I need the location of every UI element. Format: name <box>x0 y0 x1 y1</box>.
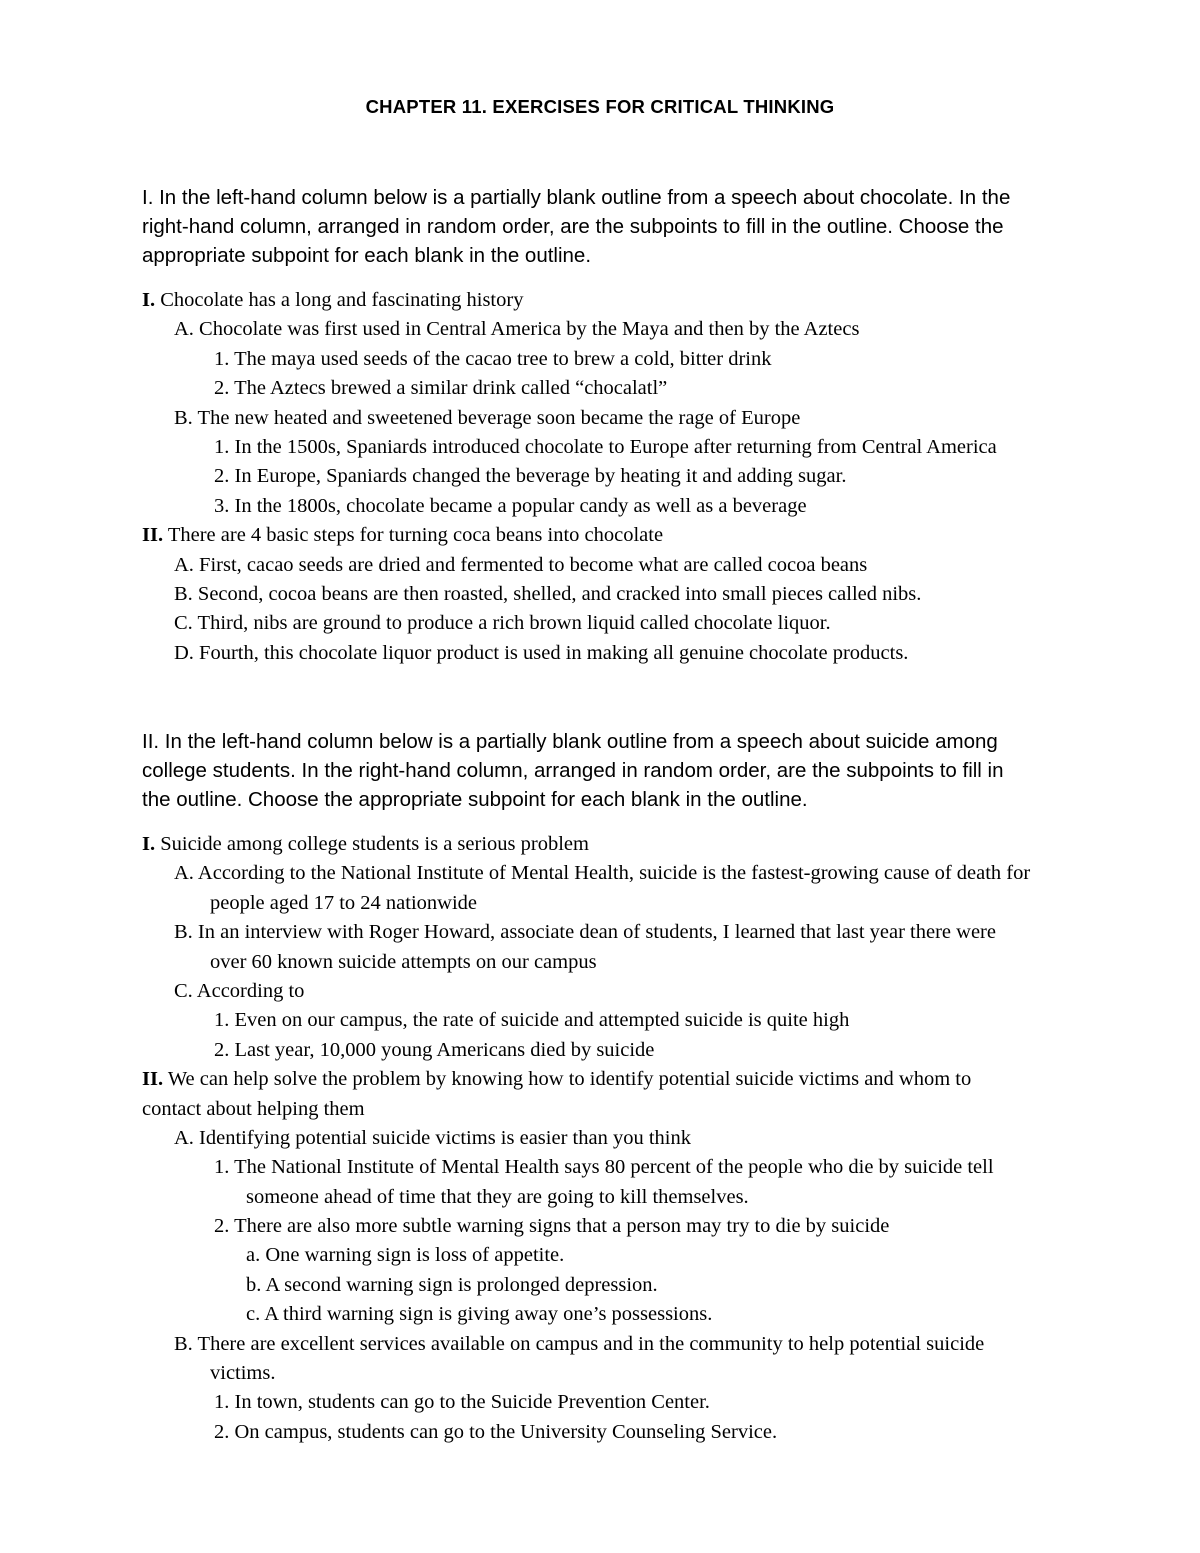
outline-line <box>142 374 1172 403</box>
outline-text: contact about helping them <box>142 1097 365 1120</box>
outline-text: A. Chocolate was first used in Central America by the Maya and then by the Aztecs <box>174 318 860 341</box>
outline-text: B. There are excellent services available on campus and in the community to help potential suicide <box>174 1332 985 1355</box>
instruction-line: right-hand column, arranged in random order, are the subpoints to fill in the outline. Choose the <box>142 215 1004 238</box>
outline-text: 3. In the 1800s, chocolate became a popular candy as well as a beverage <box>214 494 807 517</box>
exercise-1-instructions <box>142 183 1142 270</box>
outline-text: b. A second warning sign is prolonged depression. <box>246 1273 658 1296</box>
outline-text: someone ahead of time that they are going to kill themselves. <box>246 1185 749 1208</box>
outline-text: There are 4 basic steps for turning coca beans into chocolate <box>163 524 664 547</box>
outline-text: 2. Last year, 10,000 young Americans died by suicide <box>214 1038 655 1061</box>
outline-line <box>142 492 1172 521</box>
main-point-marker: II. <box>142 1068 164 1091</box>
instruction-line: II. In the left-hand column below is a partially blank outline from a speech about suicide among <box>142 730 998 753</box>
outline-line <box>142 315 1172 344</box>
outline-line <box>142 286 1172 315</box>
outline-line <box>142 462 1172 491</box>
outline-line <box>142 1036 1172 1065</box>
outline-line <box>142 345 1172 374</box>
outline-line <box>142 551 1172 580</box>
instruction-line: the outline. Choose the appropriate subpoint for each blank in the outline. <box>142 788 808 811</box>
outline-text: 1. In the 1500s, Spaniards introduced chocolate to Europe after returning from Central America <box>214 435 997 458</box>
outline-line <box>142 1095 1172 1124</box>
outline-text: over 60 known suicide attempts on our campus <box>210 950 597 973</box>
outline-text: victims. <box>210 1362 276 1385</box>
outline-text: 1. The maya used seeds of the cacao tree to brew a cold, bitter drink <box>214 347 772 370</box>
instruction-line: college students. In the right-hand column, arranged in random order, are the subpoints to fill in <box>142 759 1004 782</box>
outline-text: 2. There are also more subtle warning signs that a person may try to die by suicide <box>214 1215 890 1238</box>
outline-line <box>142 1300 1172 1329</box>
outline-line <box>142 580 1172 609</box>
outline-line <box>142 977 1172 1006</box>
outline-line <box>142 1065 1172 1094</box>
outline-line <box>142 1271 1172 1300</box>
outline-text: B. Second, cocoa beans are then roasted, shelled, and cracked into small pieces called nibs. <box>174 582 922 605</box>
outline-text: B. The new heated and sweetened beverage soon became the rage of Europe <box>174 406 801 429</box>
outline-text: A. Identifying potential suicide victims is easier than you think <box>174 1126 691 1149</box>
outline-text: C. According to <box>174 979 305 1002</box>
outline-line <box>142 1153 1172 1182</box>
outline-line <box>142 1330 1172 1359</box>
outline-line <box>142 918 1172 947</box>
outline-line <box>142 1006 1172 1035</box>
outline-line <box>142 1359 1172 1388</box>
exercise-2-outline <box>142 830 1172 1447</box>
outline-text: 1. The National Institute of Mental Health says 80 percent of the people who die by suicide tell <box>214 1156 994 1179</box>
outline-text: 1. In town, students can go to the Suicide Prevention Center. <box>214 1391 710 1414</box>
outline-line <box>142 830 1172 859</box>
outline-text: B. In an interview with Roger Howard, associate dean of students, I learned that last year there were <box>174 921 996 944</box>
page-title: CHAPTER 11. EXERCISES FOR CRITICAL THINKING <box>365 96 835 117</box>
outline-line <box>142 609 1172 638</box>
outline-text: 2. In Europe, Spaniards changed the beverage by heating it and adding sugar. <box>214 465 847 488</box>
outline-text: C. Third, nibs are ground to produce a rich brown liquid called chocolate liquor. <box>174 612 831 635</box>
outline-text: D. Fourth, this chocolate liquor product is used in making all genuine chocolate products. <box>174 641 909 664</box>
outline-text: people aged 17 to 24 nationwide <box>210 891 478 914</box>
exercise-1-outline <box>142 286 1172 668</box>
outline-text: 1. Even on our campus, the rate of suicide and attempted suicide is quite high <box>214 1009 850 1032</box>
outline-line <box>142 1124 1172 1153</box>
outline-line <box>142 1418 1172 1447</box>
outline-text: Suicide among college students is a serious problem <box>155 833 589 855</box>
outline-line <box>142 433 1172 462</box>
instruction-line: appropriate subpoint for each blank in the outline. <box>142 244 592 267</box>
outline-line <box>142 859 1172 888</box>
outline-text: Chocolate has a long and fascinating history <box>155 289 524 311</box>
outline-line <box>142 948 1172 977</box>
outline-line <box>142 1388 1172 1417</box>
main-point-marker: I. <box>142 833 156 855</box>
outline-text: 2. On campus, students can go to the University Counseling Service. <box>214 1420 778 1443</box>
outline-line <box>142 1183 1172 1212</box>
outline-text: 2. The Aztecs brewed a similar drink called “chocalatl” <box>214 377 668 400</box>
instruction-line: I. In the left-hand column below is a partially blank outline from a speech about chocolate. In the <box>142 186 1011 209</box>
outline-line <box>142 1241 1172 1270</box>
exercise-2-instructions <box>142 727 1142 814</box>
outline-line <box>142 521 1172 550</box>
main-point-marker: I. <box>142 289 156 311</box>
outline-text: a. One warning sign is loss of appetite. <box>246 1244 565 1267</box>
outline-line <box>142 639 1172 668</box>
outline-text: We can help solve the problem by knowing how to identify potential suicide victims and whom to <box>163 1068 972 1091</box>
outline-line <box>142 404 1172 433</box>
outline-line <box>142 889 1172 918</box>
outline-line <box>142 1212 1172 1241</box>
outline-text: A. First, cacao seeds are dried and fermented to become what are called cocoa beans <box>174 553 868 576</box>
main-point-marker: II. <box>142 524 164 547</box>
outline-text: A. According to the National Institute of Mental Health, suicide is the fastest-growing cause of death for <box>174 862 1031 885</box>
outline-text: c. A third warning sign is giving away one’s possessions. <box>246 1303 713 1326</box>
